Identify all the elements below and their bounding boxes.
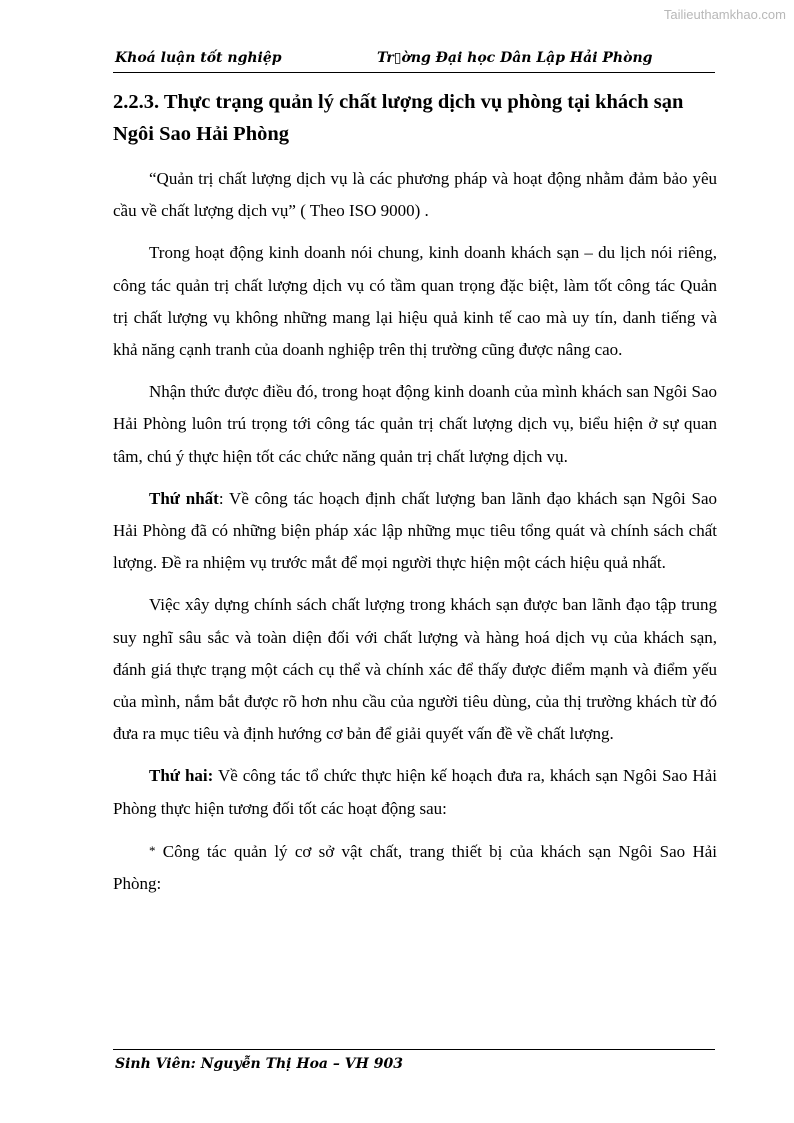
paragraph-6 [113, 760, 717, 824]
footer-divider [113, 1049, 715, 1050]
paragraph-5-text: Việc xây dựng chính sách chất lượng trong khách sạn được ban lãnh đạo tập trung suy nghĩ sâu sắc và toàn diện đối với chất lượng và hàng hoá dịch vụ của khách sạn, đánh giá thực trạng một cách cụ thể và chính xác để thấy được điểm mạnh và điểm yếu của mình, nắm bắt được rõ hơn nhu cầu của người tiêu dùng, của thị trường khách từ đó đưa ra mục tiêu và định hướng cơ bản để giải quyết vấn đề về chất lượng. [113, 595, 717, 744]
section-heading: 2.2.3. Thực trạng quản lý chất lượng dịch vụ phòng tại khách sạn Ngôi Sao Hải Phòng [113, 91, 684, 145]
paragraph-3 [113, 376, 717, 473]
page-header [113, 50, 715, 73]
paragraph-3-text: Nhận thức được điều đó, trong hoạt động kinh doanh của mình khách san Ngôi Sao Hải Phòng luôn trú trọng tới công tác quản trị chất lượng dịch vụ, biểu hiện ở sự quan tâm, chú ý thực hiện tốt các chức năng quản trị chất lượng dịch vụ. [113, 382, 717, 466]
paragraph-2 [113, 237, 717, 366]
paragraph-1-text: “Quản trị chất lượng dịch vụ là các phương pháp và hoạt động nhằm đảm bảo yêu cầu về chất lượng dịch vụ” ( Theo ISO 9000) . [113, 169, 717, 221]
paragraph-6-lead: Thứ hai: [149, 766, 214, 786]
bullet-icon: * [149, 842, 156, 858]
header-right: Tr▯ờng Đại học Dân Lập Hải Phòng [377, 50, 653, 66]
paragraph-2-text: Trong hoạt động kinh doanh nói chung, kinh doanh khách sạn – du lịch nói riêng, công tác quản trị chất lượng dịch vụ có tầm quan trọng đặc biệt, làm tốt công tác Quản trị chất lượng vụ không những mang lại hiệu quả kinh tế cao mà uy tín, danh tiếng và khả năng cạnh tranh của doanh nghiệp trên thị trường cũng được nâng cao. [113, 243, 717, 360]
paragraph-7-text: Công tác quản lý cơ sở vật chất, trang thiết bị của khách sạn Ngôi Sao Hải Phòng: [113, 841, 717, 894]
watermark: Tailieuthamkhao.com [663, 7, 786, 22]
body-text [113, 163, 717, 910]
paragraph-5 [113, 589, 717, 750]
paragraph-6-text: Về công tác tổ chức thực hiện kế hoạch đưa ra, khách sạn Ngôi Sao Hải Phòng thực hiện tương đối tốt các hoạt động sau: [113, 766, 717, 818]
header-left: Khoá luận tốt nghiệp [115, 50, 282, 66]
page-footer: Sinh Viên: Nguyễn Thị Hoa – VH 903 [115, 1056, 403, 1072]
paragraph-1 [113, 163, 717, 227]
paragraph-4-text: : Về công tác hoạch định chất lượng ban lãnh đạo khách sạn Ngôi Sao Hải Phòng đã có những biện pháp xác lập những mục tiêu tổng quát và chính sách chất lượng. Đề ra nhiệm vụ trước mắt để mọi người thực hiện một cách hiệu quả nhất. [113, 488, 717, 573]
paragraph-4-lead: Thứ nhất [149, 488, 219, 508]
paragraph-4 [113, 483, 717, 580]
paragraph-7 [113, 835, 717, 900]
